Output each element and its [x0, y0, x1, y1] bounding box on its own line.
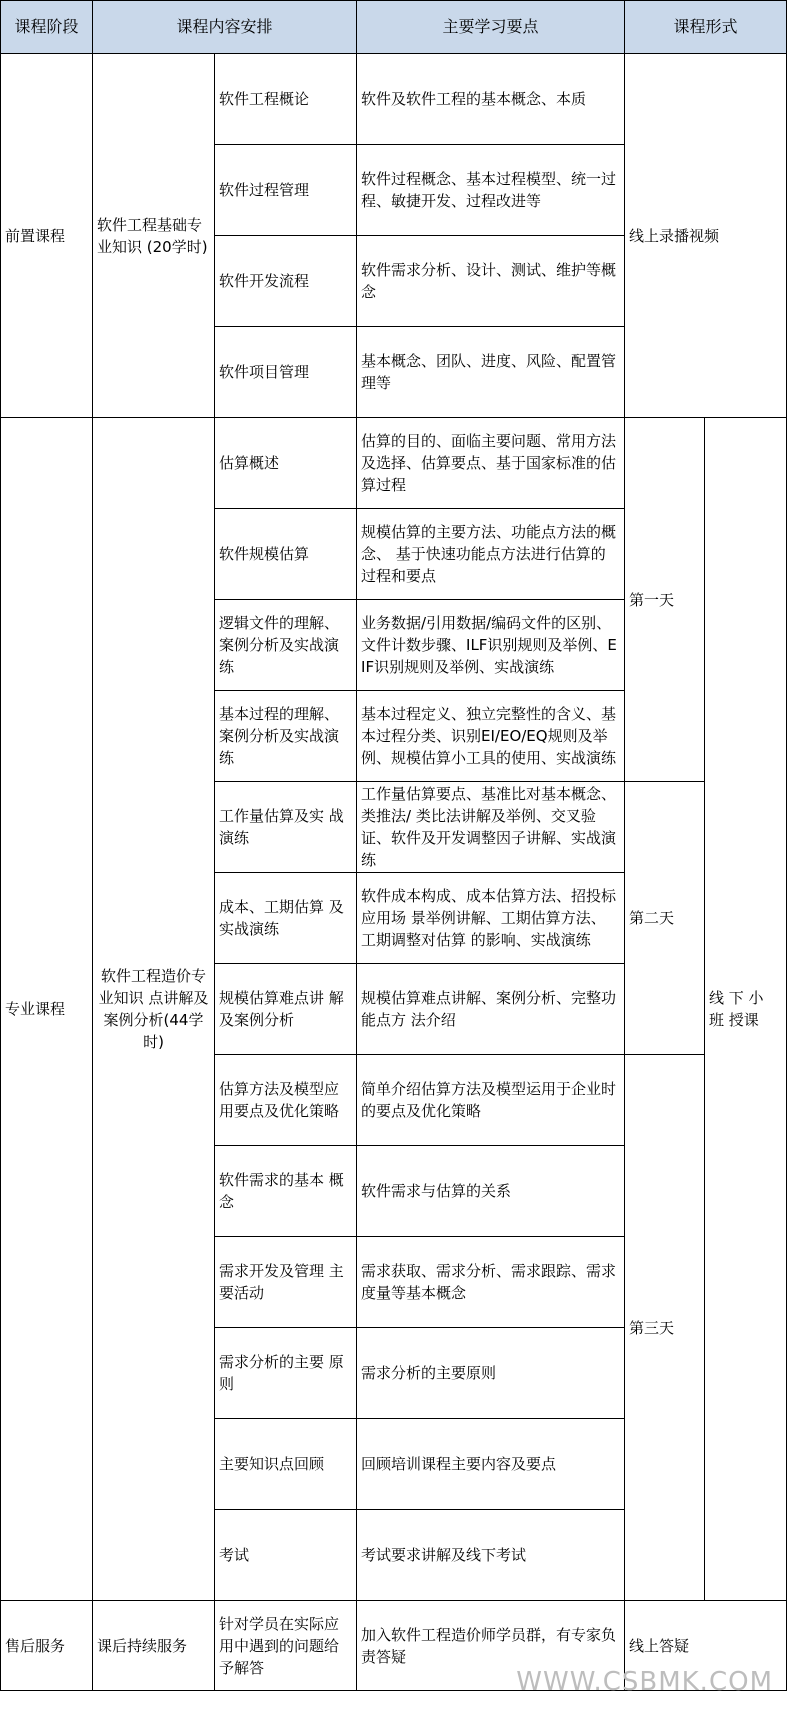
table-row: [1, 54, 787, 145]
points-cell: 规模估算的主要方法、功能点方法的概念、 基于快速功能点方法进行估算的过程和要点: [357, 509, 625, 600]
points-cell: 回顾培训课程主要内容及要点: [357, 1419, 625, 1510]
points-cell: 软件成本构成、成本估算方法、招投标应用场 景举例讲解、工期估算方法、工期调整对估算 的影响、实战演练: [357, 873, 625, 964]
points-cell: 软件需求与估算的关系: [357, 1146, 625, 1237]
header-stage: 课程阶段: [1, 1, 93, 54]
topic-cell: 针对学员在实际应用中遇到的问题给予解答: [215, 1601, 357, 1691]
table-row: [1, 418, 787, 509]
topic-cell: 逻辑文件的理解、案例分析及实战演练: [215, 600, 357, 691]
topic-cell: 成本、工期估算 及实战演练: [215, 873, 357, 964]
topic-cell: 基本过程的理解、案例分析及实战演练: [215, 691, 357, 782]
topic-cell: 软件规模估算: [215, 509, 357, 600]
topic-cell: 规模估算难点讲 解及案例分析: [215, 964, 357, 1055]
topic-cell: 软件需求的基本 概念: [215, 1146, 357, 1237]
topic-cell: 工作量估算及实 战演练: [215, 782, 357, 873]
header-content: 课程内容安排: [93, 1, 357, 54]
topic-cell: 需求开发及管理 主要活动: [215, 1237, 357, 1328]
points-cell: 工作量估算要点、基准比对基本概念、类推法/ 类比法讲解及举例、交叉验证、软件及开发调整因子讲解、实战演练: [357, 782, 625, 873]
points-cell: 考试要求讲解及线下考试: [357, 1510, 625, 1601]
stage-pre: 前置课程: [1, 54, 93, 418]
stage-after: 售后服务: [1, 1601, 93, 1691]
header-row: [1, 1, 787, 54]
points-cell: 软件过程概念、基本过程模型、统一过程、敏捷开发、过程改进等: [357, 145, 625, 236]
topic-cell: 估算概述: [215, 418, 357, 509]
header-format: 课程形式: [625, 1, 787, 54]
topic-cell: 主要知识点回顾: [215, 1419, 357, 1510]
day-3: 第三天: [625, 1055, 705, 1601]
watermark: WWW.CSBMK.COM: [516, 1667, 773, 1697]
day-1: 第一天: [625, 418, 705, 782]
module-pre: 软件工程基础专业知识 (20学时): [93, 54, 215, 418]
topic-cell: 软件过程管理: [215, 145, 357, 236]
points-cell: 业务数据/引用数据/编码文件的区别、文件计数步骤、ILF识别规则及举例、EIF识别规则及举例、实战演练: [357, 600, 625, 691]
points-cell: 需求获取、需求分析、需求跟踪、需求度量等基本概念: [357, 1237, 625, 1328]
format-pro: 线 下 小 班 授课: [705, 418, 787, 1601]
topic-cell: 估算方法及模型应用要点及优化策略: [215, 1055, 357, 1146]
points-cell: 加入软件工程造价师学员群，有专家负责答疑: [357, 1601, 625, 1691]
day-2: 第二天: [625, 782, 705, 1055]
format-pre: 线上录播视频: [625, 54, 787, 418]
points-cell: 软件及软件工程的基本概念、本质: [357, 54, 625, 145]
topic-cell: 软件项目管理: [215, 327, 357, 418]
header-points: 主要学习要点: [357, 1, 625, 54]
points-cell: 估算的目的、面临主要问题、常用方法及选择、估算要点、基于国家标准的估算过程: [357, 418, 625, 509]
topic-cell: 考试: [215, 1510, 357, 1601]
points-cell: 规模估算难点讲解、案例分析、完整功能点方 法介绍: [357, 964, 625, 1055]
points-cell: 需求分析的主要原则: [357, 1328, 625, 1419]
format-after: 线上答疑: [625, 1601, 787, 1691]
points-cell: 简单介绍估算方法及模型运用于企业时的要点及优化策略: [357, 1055, 625, 1146]
points-cell: 软件需求分析、设计、测试、维护等概念: [357, 236, 625, 327]
module-pro: 软件工程造价专业知识 点讲解及案例分析(44学时): [93, 418, 215, 1601]
topic-cell: 软件工程概论: [215, 54, 357, 145]
points-cell: 基本概念、团队、进度、风险、配置管理等: [357, 327, 625, 418]
stage-pro: 专业课程: [1, 418, 93, 1601]
points-cell: 基本过程定义、独立完整性的含义、基本过程分类、识别EI/EO/EQ规则及举例、规模估算小工具的使用、实战演练: [357, 691, 625, 782]
topic-cell: 软件开发流程: [215, 236, 357, 327]
topic-cell: 需求分析的主要 原则: [215, 1328, 357, 1419]
module-after: 课后持续服务: [93, 1601, 215, 1691]
